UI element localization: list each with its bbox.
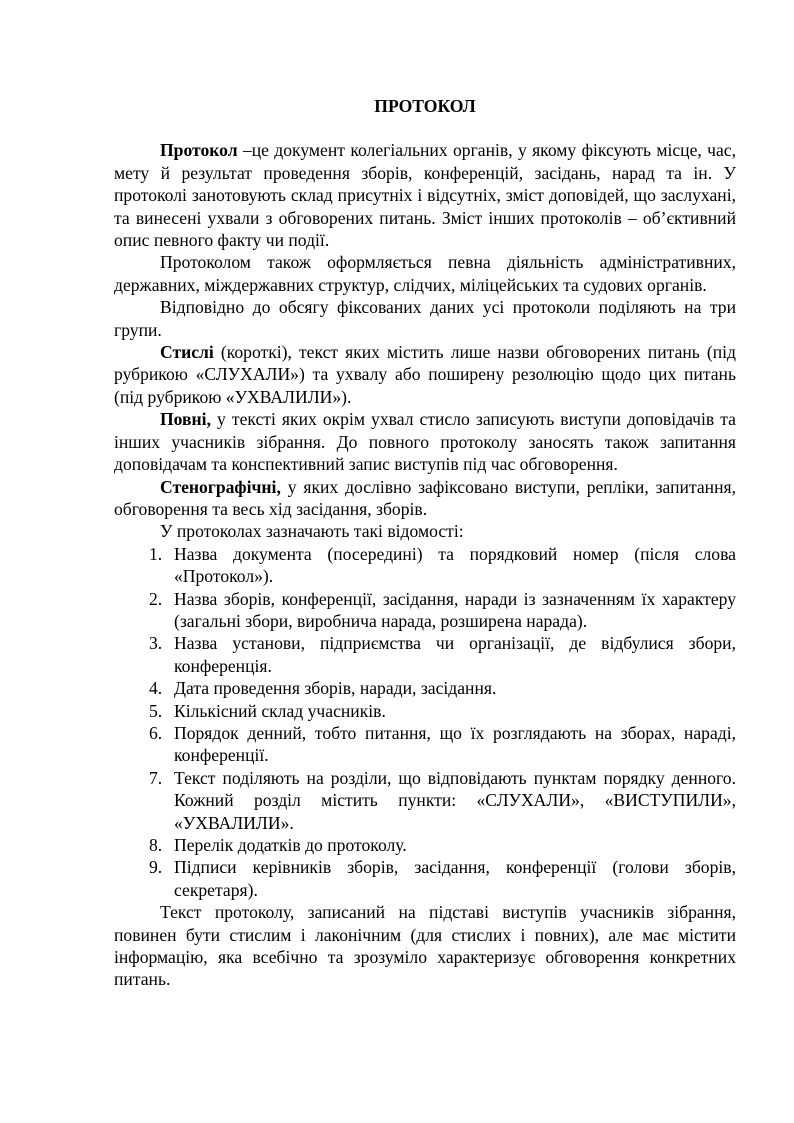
paragraph-conclusion: Текст протоколу, записаний на підставі виступів учасників зібрання, повинен бути стислим і лаконічним (для стислих і повних), але має містити інформацію, яка всебічно та зрозуміло характеризує обговорення конкретних питань. (114, 902, 736, 990)
list-item-number: 2. (149, 588, 163, 609)
brief-text: (короткі), текст яких містить лише назви обговорених питань (під рубрикою «СЛУХАЛИ») та ухвалу або поширену резолюцію щодо цих питань (під рубрикою «УХВАЛИЛИ»). (114, 342, 736, 407)
list-item-number: 6. (149, 722, 163, 743)
full-text: у тексті яких окрім ухвал стисло записують виступи доповідачів та інших учасників зібрання. До повного протоколу заносять також запитання доповідачам та конспективний запис виступів під час обговорення. (114, 409, 736, 475)
list-item-text: Порядок денний, тобто питання, що їх розглядають на зборах, нараді, конференції. (174, 722, 736, 766)
paragraph-groups: Відповідно до обсягу фіксованих даних усі протоколи поділяють на три групи. (114, 297, 736, 340)
list-item-text: Дата проведення зборів, наради, засідання. (174, 678, 497, 699)
paragraph-scope: Протоколом також оформляється певна діяльність адміністративних, державних, міждержавних структур, слідчих, міліцейських та судових органів. (114, 252, 736, 295)
list-item-number: 3. (149, 633, 163, 654)
term-stenographic: Стенографічні, (160, 476, 281, 497)
list-item-text: Перелік додатків до протоколу. (174, 835, 407, 855)
paragraph-definition (114, 139, 736, 251)
list-item (114, 632, 736, 677)
list-item-number: 8. (149, 835, 163, 855)
definition-text: –це документ колегіальних органів, у якому фіксують місце, час, мету й результат проведення зборів, конференцій, засідань, нарад та ін. У протоколі занотовують склад присутніх і відсутніх, зміст доповідей, що заслухані, та винесені ухвали з обговорених питань. Зміст інших протоколів – об’єктивний опис певного факту чи події. (114, 140, 736, 251)
stenographic-text: у яких дослівно зафіксовано виступи, репліки, запитання, обговорення та весь хід засідання, зборів. (114, 476, 736, 519)
list-item-text: Назва установи, підприємства чи організації, де відбулися збори, конференція. (174, 633, 736, 676)
term-protocol: Протокол (160, 140, 238, 161)
list-item (114, 767, 736, 834)
list-item (114, 543, 736, 588)
list-item-text: Кількісний склад учасників. (174, 700, 386, 721)
paragraph-brief (114, 341, 736, 408)
list-item (114, 834, 736, 856)
list-item-number: 7. (149, 767, 163, 788)
list-item-number: 9. (149, 857, 163, 878)
list-item (114, 722, 736, 767)
list-item-text: Назва зборів, конференції, засідання, наради із зазначенням їх характеру (загальні збори, виробнича нарада, розширена нарада). (174, 588, 736, 631)
list-item-text: Текст поділяють на розділи, що відповідають пунктам порядку денного. Кожний розділ містить пункти: «СЛУХАЛИ», «ВИСТУПИЛИ», «УХВАЛИЛИ». (174, 767, 736, 833)
document-page (114, 95, 736, 991)
list-item (114, 588, 736, 633)
term-full: Повні, (160, 409, 211, 430)
list-item (114, 700, 736, 722)
document-title: ПРОТОКОЛ (374, 96, 476, 116)
list-item-number: 1. (149, 543, 163, 564)
paragraph-list-intro: У протоколах зазначають такі відомості: (160, 521, 464, 542)
details-list (114, 543, 736, 902)
list-item-number: 4. (149, 678, 163, 699)
list-item-text: Підписи керівників зборів, засідання, конференції (голови зборів, секретаря). (174, 857, 736, 900)
list-item-text: Назва документа (посередині) та порядковий номер (після слова «Протокол»). (174, 543, 736, 587)
list-item-number: 5. (149, 700, 163, 721)
term-brief: Стислі (160, 342, 214, 363)
list-item (114, 677, 736, 699)
list-item (114, 856, 736, 901)
paragraph-full (114, 408, 736, 475)
paragraph-stenographic (114, 476, 736, 521)
